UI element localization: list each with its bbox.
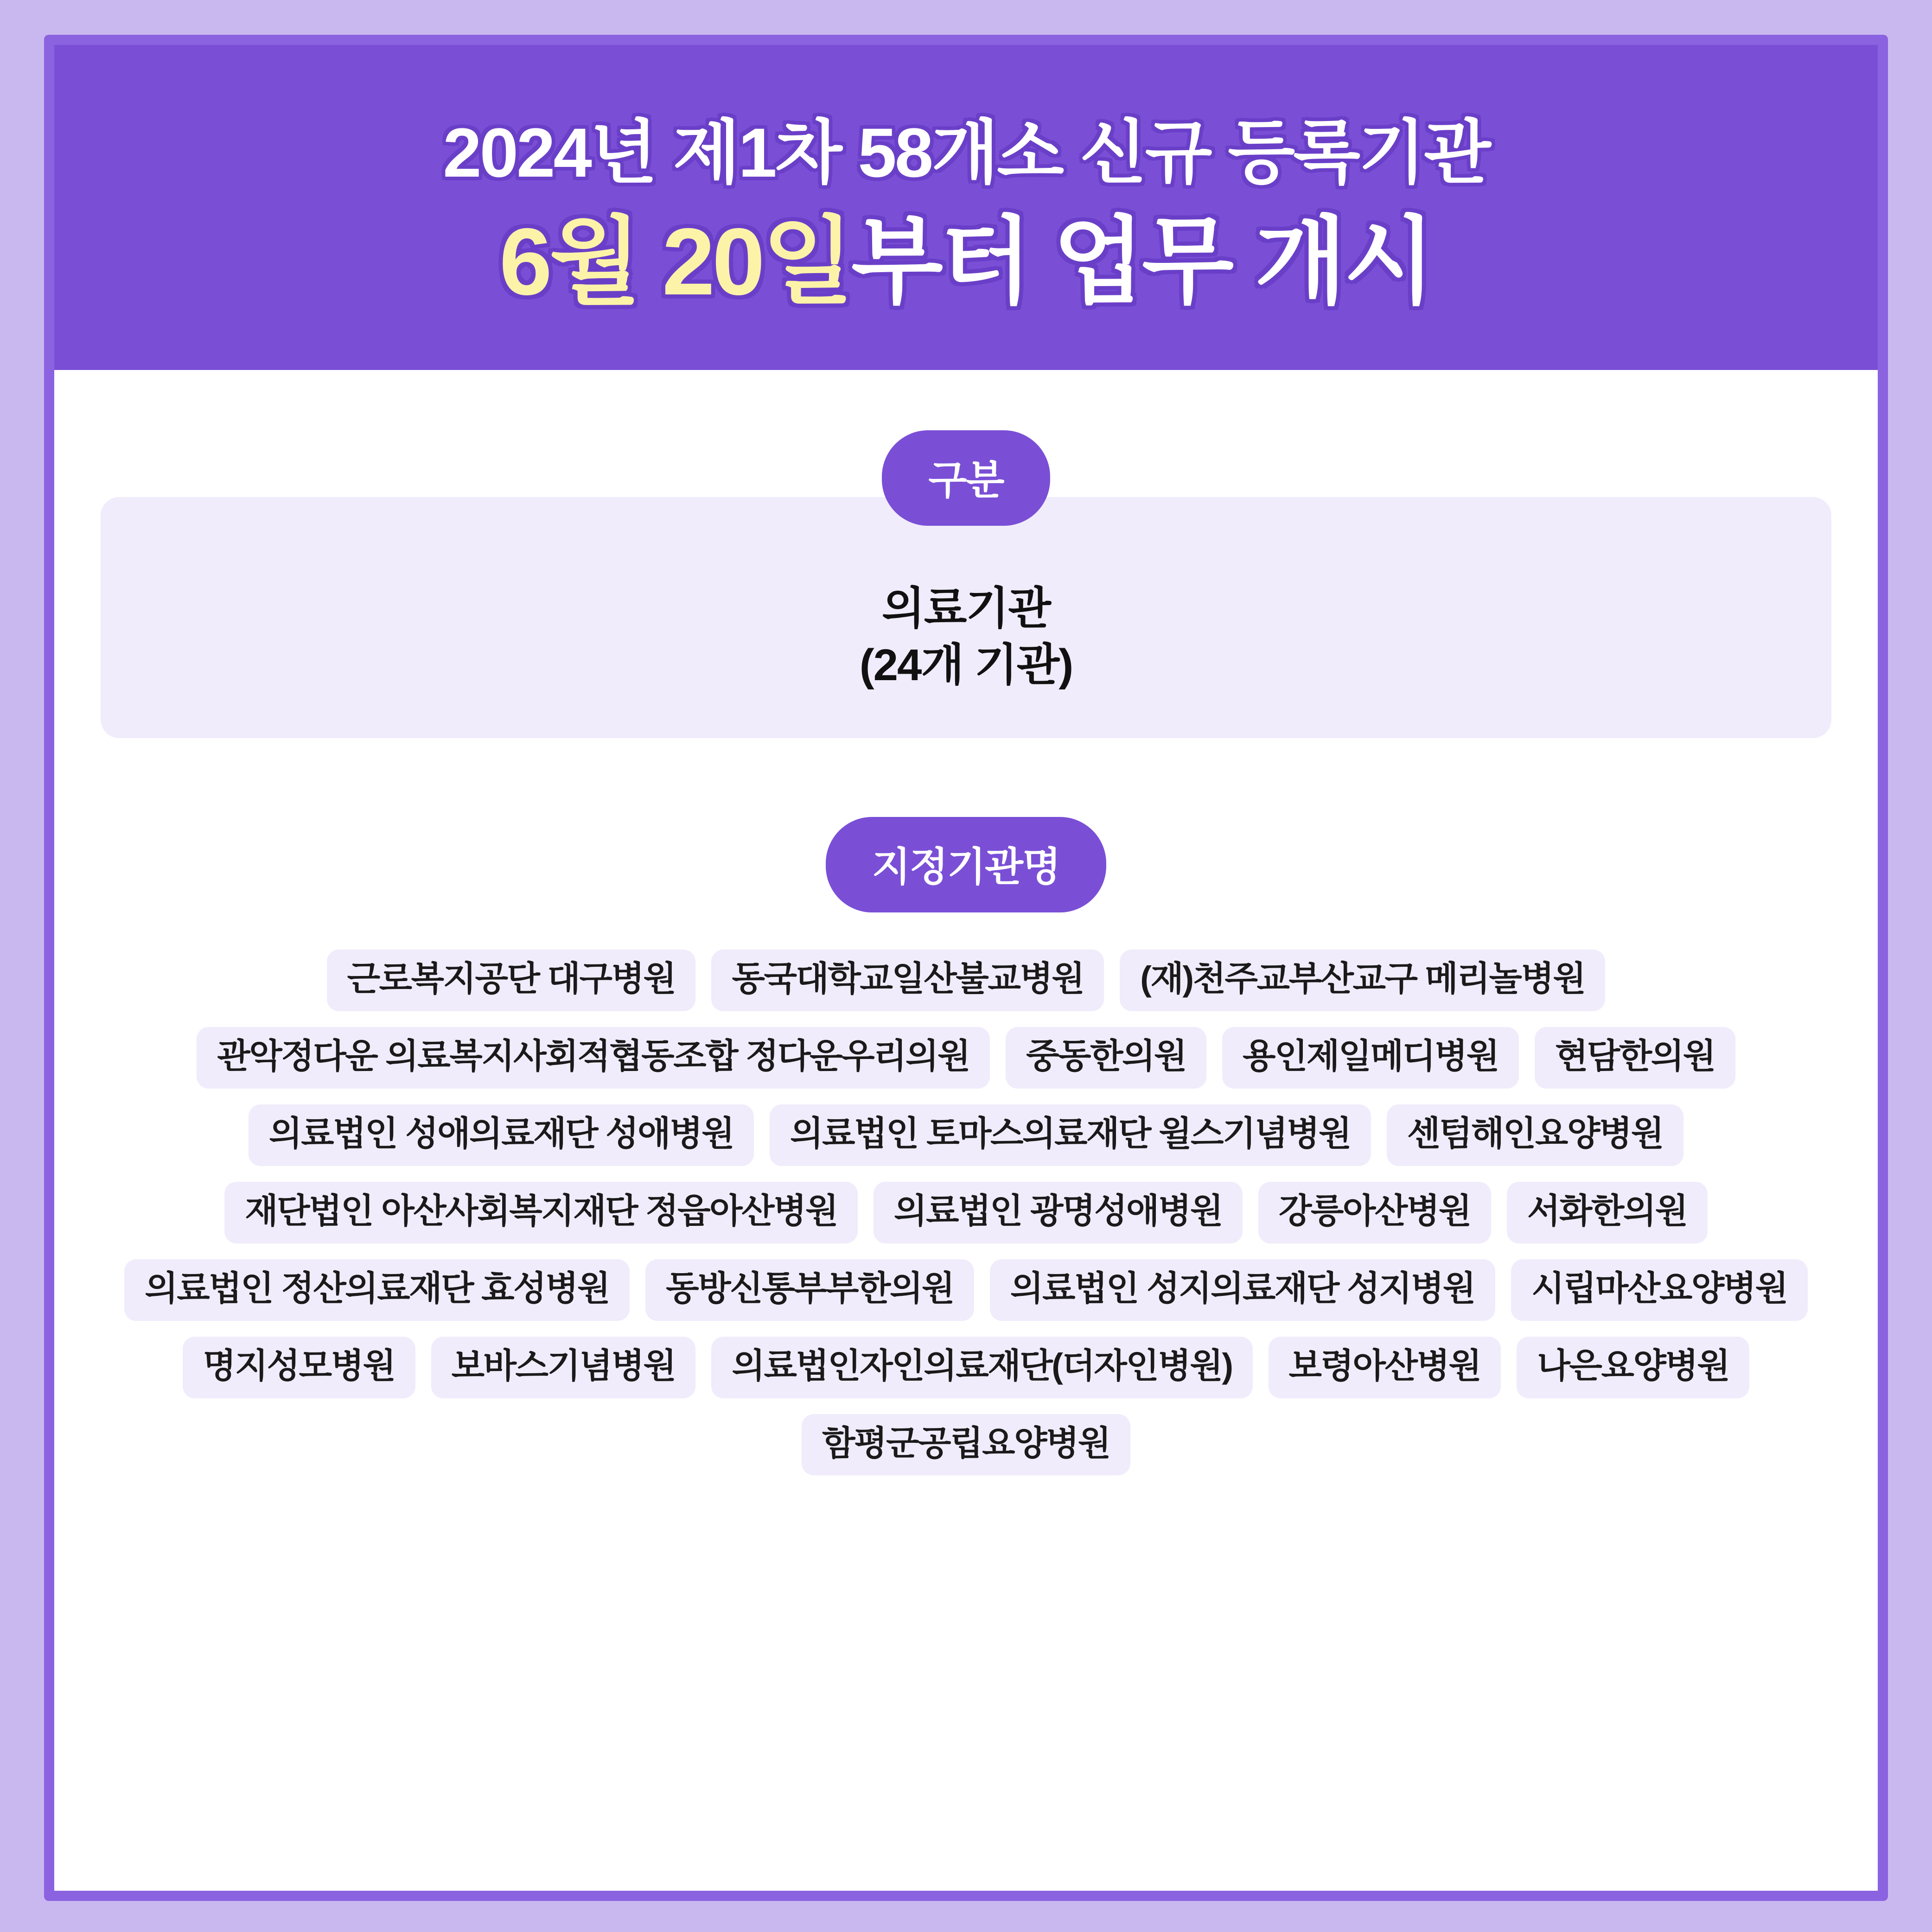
category-info-box (101, 497, 1831, 739)
list-item: 보령아산병원 (1269, 1337, 1501, 1398)
list-item: 함평군공립요양병원 (802, 1414, 1130, 1476)
list-item: 재단법인 아산사회복지재단 정읍아산병원 (224, 1182, 858, 1243)
list-item: 나은요양병원 (1517, 1337, 1749, 1398)
list-item: 용인제일메디병원 (1222, 1027, 1519, 1089)
list-item: 강릉아산병원 (1258, 1182, 1491, 1243)
header-subtitle: 2024년 제1차 58개소 신규 등록기관 (443, 114, 1489, 191)
list-item: 시립마산요양병원 (1511, 1259, 1808, 1321)
list-item: 의료법인 성애의료재단 성애병원 (249, 1104, 754, 1166)
category-pill-label: 구분 (882, 430, 1050, 526)
list-item: 보바스기념병원 (431, 1337, 696, 1398)
list-item: 의료법인자인의료재단(더자인병원) (711, 1337, 1252, 1398)
header-title-rest: 부터 업무 개시 (851, 209, 1433, 315)
list-item: 현담한의원 (1535, 1027, 1735, 1089)
list-item: 서화한의원 (1507, 1182, 1708, 1243)
list-item: 관악정다운 의료복지사회적협동조합 정다운우리의원 (197, 1027, 990, 1089)
list-item: 동방신통부부한의원 (645, 1259, 974, 1321)
list-item: 중동한의원 (1006, 1027, 1206, 1089)
header-title (54, 210, 1878, 314)
category-name: 의료기관 (882, 583, 1050, 633)
institution-tag-list (101, 950, 1831, 1475)
list-item: 의료법인 광명성애병원 (874, 1182, 1243, 1243)
poster-card (44, 35, 1888, 1901)
list-item: 의료법인 성지의료재단 성지병원 (990, 1259, 1495, 1321)
category-count: (24개 기관) (859, 640, 1073, 690)
list-item: 명지성모병원 (183, 1337, 415, 1398)
poster-body (54, 430, 1878, 1476)
list-item: 의료법인 정산의료재단 효성병원 (124, 1259, 630, 1321)
list-item: (재)천주교부산교구 메리놀병원 (1120, 950, 1605, 1011)
header-title-highlight: 6월 20일 (499, 209, 851, 315)
list-item: 동국대학교일산불교병원 (711, 950, 1104, 1011)
list-item: 근로복지공단 대구병원 (327, 950, 696, 1011)
institutions-pill-label: 지정기관명 (826, 817, 1106, 912)
poster-header (54, 45, 1878, 370)
list-item: 의료법인 토마스의료재단 윌스기념병원 (770, 1104, 1371, 1166)
list-item: 센텀해인요양병원 (1387, 1104, 1683, 1166)
